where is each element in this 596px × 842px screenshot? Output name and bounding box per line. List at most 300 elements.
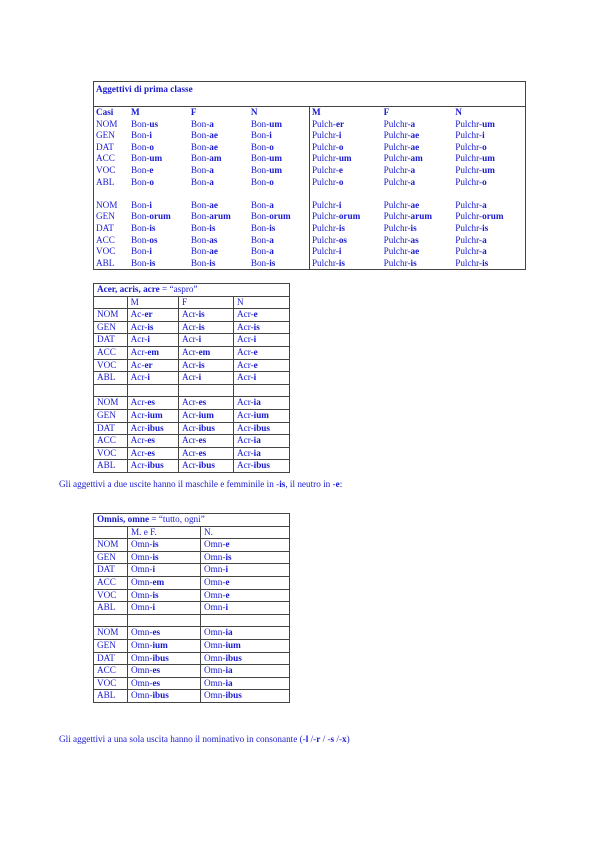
form-cell [233, 460, 289, 473]
stem-text: Pulchr- [455, 234, 483, 245]
ending-text: es [152, 627, 161, 638]
form-cell [189, 235, 249, 247]
ending-text: s [330, 734, 335, 744]
table-row [94, 359, 290, 372]
table-row [94, 422, 290, 435]
stem-text: DAT [97, 422, 115, 433]
stem-text: Pulchr- [455, 130, 483, 141]
stem-text: Pulchr- [311, 222, 339, 233]
ending-text: a [482, 234, 487, 245]
form-cell [201, 690, 290, 703]
form-cell [309, 177, 381, 189]
stem-text: Bon- [250, 211, 270, 222]
ending-text: i [152, 602, 155, 613]
form-cell [189, 258, 249, 270]
stem-text: Bon- [250, 199, 270, 210]
stem-text: Gli aggettivi a due uscite hanno il maschile e femminile in - [59, 479, 280, 489]
stem-text: Acr- [236, 447, 254, 458]
form-cell [453, 153, 525, 165]
form-cell [249, 165, 310, 177]
case-label [94, 422, 128, 435]
stem-text: Acr- [181, 372, 199, 383]
form-cell [189, 142, 249, 154]
stem-text: GEN [97, 551, 116, 562]
stem-text: Bon- [250, 130, 270, 141]
stem-text: NOM [97, 627, 119, 638]
ending-text: am [209, 153, 222, 164]
case-label [94, 435, 128, 448]
column-header: M. e F. [128, 526, 201, 539]
form-cell [309, 130, 381, 142]
stem-text: Bon- [190, 153, 210, 164]
ending-text: o [149, 176, 154, 187]
stem-text: Acr- [236, 397, 254, 408]
two-ending-adjectives-note [59, 479, 342, 489]
ending-text: es [152, 677, 161, 688]
form-cell [382, 177, 454, 189]
column-header: N. [201, 526, 290, 539]
ending-text: um [338, 153, 352, 164]
ending-text: x [342, 734, 347, 744]
ending-text: ibus [225, 690, 242, 701]
ending-text: ibus [147, 460, 164, 471]
stem-text: Omn- [131, 602, 153, 613]
ending-text: er [144, 359, 153, 370]
table-row [94, 639, 290, 652]
ending-text: o [149, 141, 154, 152]
form-cell [233, 422, 289, 435]
table-row [94, 211, 526, 223]
case-label [94, 397, 128, 410]
stem-text: Bon- [250, 153, 270, 164]
form-cell [309, 200, 381, 212]
ending-text: is [269, 222, 276, 233]
form-cell [201, 677, 290, 690]
ending-text: o [338, 176, 344, 187]
stem-text: Pulch- [311, 118, 336, 129]
stem-text: Pulchr- [311, 153, 339, 164]
ending-text: is [410, 257, 417, 268]
form-cell [178, 435, 233, 448]
table-row [94, 130, 526, 142]
form-cell [201, 539, 290, 552]
stem-text: Acr- [236, 359, 254, 370]
stem-text: ACC [97, 435, 116, 446]
stem-text: NOM [96, 118, 118, 129]
stem-text: Omn- [204, 539, 226, 550]
ending-text: ibus [253, 422, 270, 433]
stem-text: Pulchr- [311, 211, 339, 222]
ending-text: a [410, 176, 416, 187]
table-row [94, 589, 290, 602]
form-cell [453, 177, 525, 189]
ending-text: es [198, 397, 207, 408]
case-label [94, 639, 128, 652]
form-cell [128, 564, 201, 577]
case-label [94, 409, 128, 422]
stem-text: VOC [97, 447, 117, 458]
stem-text: Pulchr- [311, 141, 339, 152]
stem-text: Bon- [250, 176, 270, 187]
column-header: N [455, 107, 462, 117]
stem-text: Bon- [190, 118, 210, 129]
ending-text: i [225, 564, 228, 575]
stem-text: Pulchr- [383, 246, 411, 257]
stem-text: Acr- [236, 321, 254, 332]
stem-text: DAT [97, 652, 115, 663]
form-cell [233, 372, 289, 385]
stem-text: Bon- [190, 176, 210, 187]
stem-text: Acr- [130, 460, 148, 471]
ending-text: os [149, 234, 158, 245]
ending-text: i [149, 130, 152, 141]
stem-text: Pulchr- [311, 164, 339, 175]
stem-text: Acr- [236, 460, 254, 471]
form-cell [201, 564, 290, 577]
ending-text: i [147, 372, 150, 383]
form-cell [128, 639, 201, 652]
ending-text: o [482, 141, 487, 152]
form-cell [309, 142, 381, 154]
stem-text: Bon- [130, 257, 150, 268]
form-cell [129, 130, 189, 142]
form-cell [129, 142, 189, 154]
form-cell [178, 321, 233, 334]
table-row [94, 576, 290, 589]
table-row [94, 334, 290, 347]
stem-text: Pulchr- [455, 176, 483, 187]
stem-text: ABL [97, 460, 116, 471]
form-cell [189, 177, 249, 189]
acer-declension-table [93, 283, 290, 473]
form-cell [178, 309, 233, 322]
stem-text: Bon- [130, 153, 150, 164]
ending-text: es [198, 435, 207, 446]
stem-text: Pulchr- [311, 199, 339, 210]
ending-text: ae [410, 130, 420, 141]
form-cell [127, 460, 178, 473]
column-header: N [249, 107, 310, 119]
form-cell [178, 447, 233, 460]
ending-text: ibus [152, 652, 169, 663]
table-row [94, 551, 290, 564]
stem-text: Acr- [130, 334, 148, 345]
table-row [94, 564, 290, 577]
stem-text: Omn- [131, 576, 153, 587]
stem-text: Bon- [190, 211, 210, 222]
case-label [94, 539, 128, 552]
stem-text: Bon- [190, 246, 210, 257]
omnis-declension-table [93, 513, 290, 703]
stem-text: Acr- [181, 321, 199, 332]
case-label [94, 602, 128, 615]
form-cell [233, 346, 289, 359]
stem-text: ABL [97, 372, 116, 383]
ending-text: is [482, 222, 489, 233]
ending-text: um [482, 118, 495, 129]
stem-text: Bon- [250, 234, 270, 245]
form-cell [127, 447, 178, 460]
ending-text: is [198, 309, 205, 320]
stem-text: Pulchr- [311, 234, 339, 245]
stem-text: DAT [96, 141, 114, 152]
form-cell [127, 309, 178, 322]
ending-text: os [338, 234, 347, 245]
ending-text: ae [209, 130, 218, 141]
form-cell [128, 602, 201, 615]
stem-text: ACC [97, 346, 116, 357]
form-cell [178, 397, 233, 410]
ending-text: e [253, 309, 258, 320]
stem-text: Pulchr- [383, 211, 411, 222]
form-cell [249, 119, 310, 131]
form-cell [233, 321, 289, 334]
form-cell [128, 551, 201, 564]
column-header: F [383, 107, 390, 117]
stem-text: Acr- [181, 334, 199, 345]
stem-text: Bon- [250, 118, 270, 129]
column-header: N [233, 296, 289, 309]
stem-text: Acr- [236, 309, 254, 320]
stem-text: Bon- [250, 246, 270, 257]
ending-text: a [269, 234, 274, 245]
case-label [94, 235, 129, 247]
ending-text: o [269, 176, 274, 187]
ending-text: is [338, 222, 345, 233]
ending-text: r [316, 734, 321, 744]
form-cell [309, 165, 381, 177]
form-cell [382, 235, 454, 247]
column-header: F [178, 296, 233, 309]
ending-text: ia [225, 665, 233, 676]
stem-text: Acr- [236, 346, 254, 357]
ending-text: arum [209, 211, 231, 222]
ending-text: us [149, 118, 159, 129]
stem-text: Bon- [190, 222, 210, 233]
ending-text: em [152, 576, 165, 587]
stem-text: Bon- [130, 118, 150, 129]
stem-text: Acr- [236, 422, 254, 433]
form-cell [249, 258, 310, 270]
stem-text: Bon- [190, 164, 210, 175]
stem-text: Acr- [181, 435, 199, 446]
form-cell [453, 246, 525, 258]
ending-text: ia [225, 677, 233, 688]
ending-text: ia [225, 627, 233, 638]
stem-text: Acr- [130, 346, 148, 357]
table-row [94, 539, 290, 552]
stem-text: Acr- [181, 346, 199, 357]
stem-text: , il neutro in - [285, 479, 336, 489]
ending-text: is [149, 222, 156, 233]
form-cell [233, 397, 289, 410]
ending-text: um [482, 164, 495, 175]
ending-text: e [225, 576, 230, 587]
ending-text: is [147, 321, 154, 332]
stem-text: NOM [97, 309, 119, 320]
stem-text: Bon- [250, 222, 270, 233]
form-cell [129, 119, 189, 131]
stem-text: Omn- [204, 690, 226, 701]
form-cell [249, 200, 310, 212]
form-cell [127, 435, 178, 448]
stem-text: Acr- [130, 435, 148, 446]
stem-text: Omn- [131, 539, 153, 550]
ending-text: um [269, 153, 282, 164]
stem-text: Pulchr- [383, 257, 411, 268]
column-header: M [311, 107, 321, 117]
ending-text: i [152, 564, 155, 575]
form-cell [128, 539, 201, 552]
stem-text: Bon- [130, 222, 150, 233]
case-label [94, 447, 128, 460]
ending-text: a [209, 164, 214, 175]
form-cell [453, 165, 525, 177]
stem-text: Acr- [181, 409, 199, 420]
case-label [94, 690, 128, 703]
column-header: F [190, 107, 197, 117]
form-cell [127, 359, 178, 372]
stem-text: Omn- [204, 551, 226, 562]
form-cell [249, 223, 310, 235]
stem-text: NOM [96, 199, 118, 210]
table-title [94, 284, 290, 297]
ending-text: ium [147, 409, 163, 420]
form-cell [233, 309, 289, 322]
stem-text: ABL [96, 176, 115, 187]
stem-text: VOC [97, 677, 117, 688]
form-cell [382, 165, 454, 177]
ending-text: um [269, 118, 282, 129]
stem-text: Acr- [130, 422, 148, 433]
stem-text: Pulchr- [311, 176, 339, 187]
ending-text: e [253, 359, 258, 370]
stem-text: Bon- [250, 141, 270, 152]
form-cell [233, 435, 289, 448]
case-label [94, 665, 128, 678]
stem-text: Pulchr- [455, 211, 483, 222]
column-header: M [127, 296, 178, 309]
stem-text: Pulchr- [383, 176, 411, 187]
case-label [94, 564, 128, 577]
form-cell [178, 372, 233, 385]
stem-text: Pulchr- [455, 118, 483, 129]
column-header [94, 296, 128, 309]
stem-text: Acr- [130, 321, 148, 332]
stem-text: Pulchr- [383, 164, 411, 175]
ending-text: e [335, 479, 340, 489]
stem-text: NOM [97, 397, 119, 408]
ending-text: is [152, 539, 159, 550]
stem-text: GEN [97, 409, 116, 420]
form-cell [189, 153, 249, 165]
ending-text: e [225, 589, 230, 600]
table-row [94, 602, 290, 615]
table-row [94, 614, 290, 627]
form-cell [128, 665, 201, 678]
stem-text: Omn- [204, 665, 226, 676]
form-cell [201, 576, 290, 589]
ending-text: is [152, 551, 159, 562]
stem-text: Bon- [130, 130, 150, 141]
stem-text: VOC [96, 164, 116, 175]
stem-text: GEN [96, 211, 115, 222]
ending-text: e [225, 539, 230, 550]
form-cell [309, 119, 381, 131]
case-label [94, 576, 128, 589]
table-row [94, 246, 526, 258]
form-cell [453, 258, 525, 270]
stem-text: Omn- [131, 652, 153, 663]
form-cell [382, 130, 454, 142]
case-label [94, 372, 128, 385]
form-cell [453, 200, 525, 212]
stem-text: Pulchr- [455, 222, 483, 233]
stem-text: Bon- [130, 234, 150, 245]
stem-text: Omn- [204, 602, 226, 613]
table-row [94, 119, 526, 131]
ending-text: a [410, 164, 416, 175]
ending-text: i [198, 334, 202, 345]
form-cell [128, 652, 201, 665]
stem-text: Bon- [190, 234, 210, 245]
stem-text: Omn- [131, 639, 153, 650]
ending-text: ae [209, 141, 218, 152]
table-row [94, 665, 290, 678]
form-cell [129, 200, 189, 212]
form-cell [453, 235, 525, 247]
table-row [94, 346, 290, 359]
form-cell [309, 258, 381, 270]
form-cell [201, 639, 290, 652]
table-row [94, 321, 290, 334]
stem-text: Bon- [190, 199, 210, 210]
stem-text: / - [320, 734, 331, 744]
stem-text: Acr- [236, 372, 254, 383]
table-title [94, 514, 290, 527]
table-title: Aggettivi di prima classe [94, 82, 526, 107]
stem-text: DAT [96, 222, 114, 233]
stem-text: Ac- [130, 359, 145, 370]
stem-text: Omn- [131, 690, 153, 701]
table-row [94, 690, 290, 703]
ending-text: a [482, 199, 487, 210]
stem-text: GEN [97, 639, 116, 650]
form-cell [249, 153, 310, 165]
stem-text: Bon- [130, 211, 150, 222]
stem-text: Bon- [190, 257, 210, 268]
form-cell [129, 223, 189, 235]
stem-text: DAT [97, 334, 115, 345]
stem-text: ) [346, 734, 350, 744]
stem-text: Omn- [131, 564, 153, 575]
form-cell [249, 246, 310, 258]
ending-text: is [279, 479, 286, 489]
stem-text: Bon- [130, 199, 150, 210]
form-cell [249, 235, 310, 247]
case-label [94, 211, 129, 223]
form-cell [382, 211, 454, 223]
stem-text: Omn- [204, 627, 226, 638]
ending-text: i [147, 334, 150, 345]
ending-text: i [482, 130, 485, 141]
stem-text: Pulchr- [311, 246, 339, 257]
stem-text: Acr- [181, 447, 199, 458]
case-label [94, 246, 129, 258]
case-label [94, 223, 129, 235]
ending-text: um [269, 164, 282, 175]
ending-text: a [482, 246, 487, 257]
